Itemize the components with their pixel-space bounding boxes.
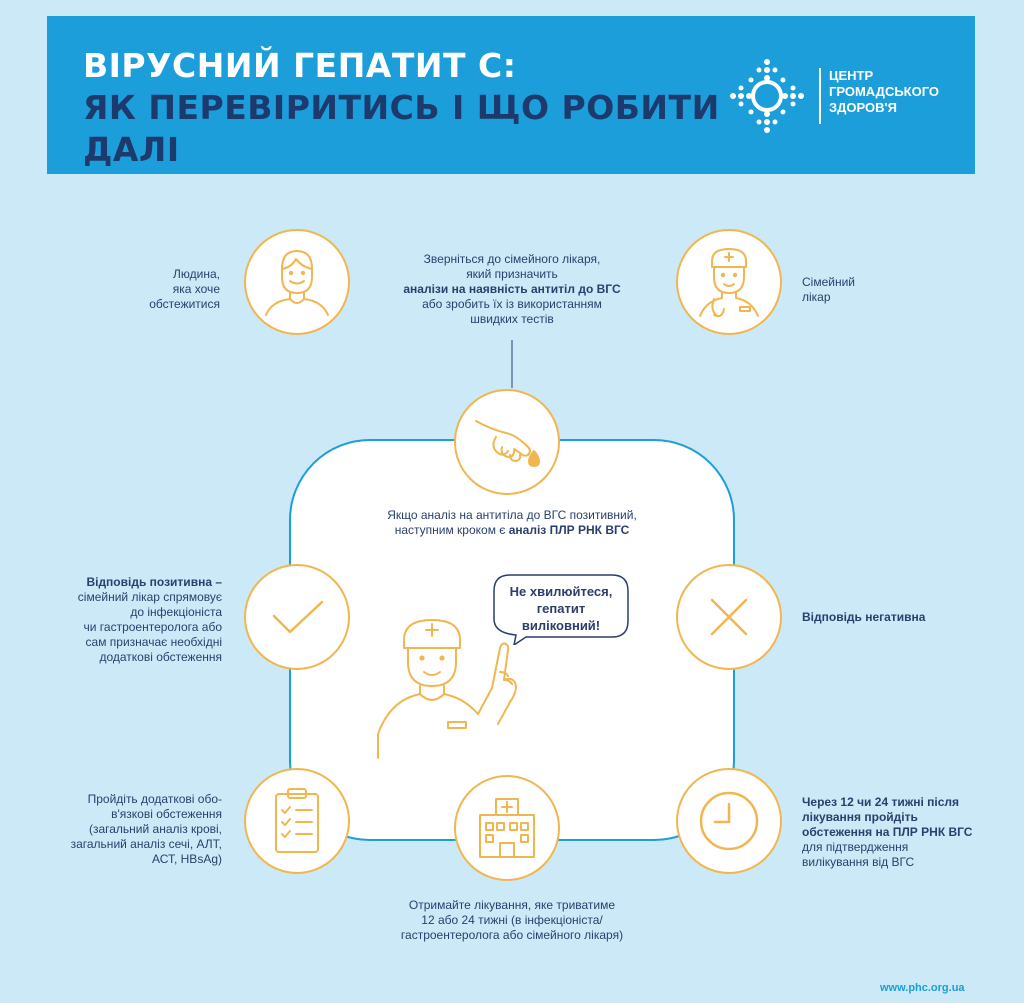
finger-blood-drop-icon [456,391,558,493]
followup-label: Через 12 чи 24 тижні після лікування пройдіть обстеження на ПЛР РНК ВГС для підтвердження вилікування від ВГС [802,795,973,869]
treatment-circle [454,775,560,881]
exams-circle [244,768,350,874]
cross-icon [678,566,780,668]
org-line-1: ЦЕНТР [829,68,874,83]
title-line-3: ДАЛІ [83,130,180,169]
title-line-1: ВІРУСНИЙ ГЕПАТИТ С: [83,46,517,85]
checkmark-icon [246,566,348,668]
referral-text: Зверніться до сімейного лікаря, який призначить аналізи на наявність антитіл до ВГС або зробить їх із використанням швидких тестів [403,252,621,326]
test-text: Якщо аналіз на антитіла до ВГС позитивний, наступним кроком є аналіз ПЛР РНК ВГС [387,508,637,537]
org-line-3: ЗДОРОВ'Я [829,100,897,115]
family-doctor-circle [676,229,782,335]
person-label: Людина, яка хоче обстежитися [149,267,220,311]
negative-circle [676,564,782,670]
hospital-icon [456,777,558,879]
family-doctor-label: Сімейний лікар [802,275,855,304]
doctor-illustration [372,610,542,760]
positive-circle [244,564,350,670]
bubble-text: Не хвилюйтеся, гепатит виліковний! [509,584,613,633]
exams-label: Пройдіть додаткові обо- в'язкові обстеження (загальний аналіз крові, загальний аналіз сечі, АЛТ, АСТ, HBsAg) [70,792,222,866]
person-icon [246,231,348,333]
clipboard-checklist-icon [246,770,348,872]
org-line-2: ГРОМАДСЬКОГО [829,84,940,99]
clock-icon [678,770,780,872]
website-link[interactable]: www.phc.org.ua [880,982,965,994]
title-line-2: ЯК ПЕРЕВІРИТИСЬ І ЩО РОБИТИ [83,88,720,127]
negative-label: Відповідь негативна [802,610,926,624]
followup-circle [676,768,782,874]
positive-label: Відповідь позитивна – сімейний лікар спрямовує до інфекціоніста чи гастроентеролога або сам призначає необхідні додаткові обстеження [77,575,222,664]
doctor-icon [678,231,780,333]
treatment-label: Отримайте лікування, яке триватиме 12 або 24 тижні (в інфекціоніста/ гастроентеролога або сімейного лікаря) [400,898,624,942]
test-circle [454,389,560,495]
person-circle [244,229,350,335]
